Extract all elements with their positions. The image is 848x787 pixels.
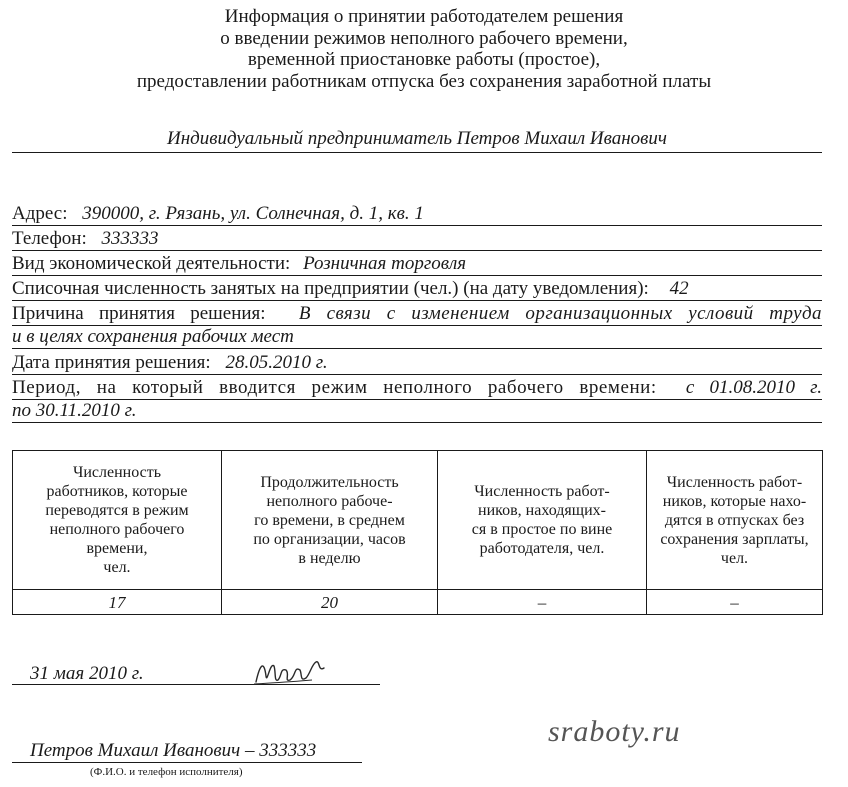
header-text: ников, находящих- bbox=[478, 502, 606, 519]
phone-field bbox=[12, 228, 822, 251]
value-cell-parttime-hours: 20 bbox=[222, 590, 438, 615]
title-line-1: Информация о принятии работодателем решения bbox=[224, 6, 624, 27]
value-cell-parttime-count: 17 bbox=[13, 590, 222, 615]
reason-label: Причина принятия решения: bbox=[12, 303, 266, 324]
decision-date-label: Дата принятия решения: bbox=[12, 352, 211, 373]
header-text: Численность bbox=[72, 464, 162, 481]
header-text: ся в простое по вине bbox=[471, 521, 613, 538]
header-text: го времени, в среднем bbox=[254, 511, 405, 529]
title-line-3: временной приостановке работы (простое), bbox=[247, 49, 601, 70]
header-text: чел. bbox=[720, 549, 749, 567]
header-text: чел. bbox=[103, 559, 131, 576]
title-line-4: предоставлении работникам отпуска без сохранения заработной платы bbox=[136, 70, 712, 92]
signature-date: 31 мая 2010 г. bbox=[30, 663, 144, 684]
period-value-line-1: с 01.08.2010 г. bbox=[685, 377, 822, 398]
header-text: работодателя, чел. bbox=[479, 540, 605, 557]
header-text: по организации, часов bbox=[253, 530, 406, 548]
address-value: 390000, г. Рязань, ул. Солнечная, д. 1, кв. 1 bbox=[82, 203, 424, 224]
executor-name-phone: Петров Михаил Иванович – 333333 bbox=[30, 740, 317, 761]
signature-icon bbox=[250, 652, 330, 692]
header-cell-downtime-count bbox=[438, 451, 647, 590]
watermark-text: sraboty.ru bbox=[548, 715, 681, 748]
header-text: времени, bbox=[86, 540, 148, 557]
header-text: дятся в отпусках без bbox=[664, 511, 805, 529]
header-text: сохранения зарплаты, bbox=[660, 530, 809, 548]
reason-value-line-2: и в целях сохранения рабочих мест bbox=[12, 326, 294, 347]
reason-value-line-1: В связи с изменением организационных условий труда bbox=[298, 303, 822, 324]
decision-date-field bbox=[12, 352, 822, 375]
header-text: неполного рабоче- bbox=[266, 492, 393, 510]
decision-date-value: 28.05.2010 г. bbox=[225, 352, 328, 373]
document-title bbox=[0, 6, 848, 92]
phone-value: 333333 bbox=[101, 228, 159, 249]
header-text: переводятся в режим bbox=[45, 502, 189, 519]
value-cell-downtime-count: – bbox=[438, 590, 647, 615]
employer-name: Индивидуальный предприниматель Петров Михаил Иванович bbox=[12, 128, 822, 153]
phone-label: Телефон: bbox=[12, 228, 87, 249]
activity-label: Вид экономической деятельности: bbox=[12, 253, 291, 274]
period-label: Период, на который вводится режим неполного рабочего времени: bbox=[12, 377, 657, 398]
headcount-value: 42 bbox=[669, 278, 689, 299]
handwritten-signature bbox=[250, 652, 330, 697]
header-cell-parttime-count bbox=[13, 451, 222, 590]
reason-field-cont bbox=[12, 326, 822, 349]
table-header-row bbox=[13, 451, 823, 590]
title-line-2: о введении режимов неполного рабочего времени, bbox=[220, 27, 628, 49]
summary-table bbox=[12, 450, 823, 615]
period-field bbox=[12, 377, 822, 400]
header-text: неполного рабочего bbox=[49, 521, 185, 538]
headcount-label: Списочная численность занятых на предприятии (чел.) (на дату уведомления): bbox=[12, 278, 649, 299]
header-cell-parttime-hours bbox=[222, 451, 438, 590]
header-text: Численность работ- bbox=[666, 473, 803, 491]
reason-field bbox=[12, 303, 822, 326]
header-text: Численность работ- bbox=[474, 483, 610, 500]
header-text: работников, которые bbox=[46, 483, 188, 500]
header-text: Продолжительность bbox=[260, 473, 399, 491]
address-field bbox=[12, 203, 822, 226]
header-cell-unpaid-leave-count bbox=[647, 451, 823, 590]
address-label: Адрес: bbox=[12, 203, 68, 224]
period-field-cont bbox=[12, 400, 822, 423]
activity-field bbox=[12, 253, 822, 276]
executor-caption: (Ф.И.О. и телефон исполнителя) bbox=[90, 766, 243, 778]
activity-value: Розничная торговля bbox=[303, 253, 467, 274]
headcount-field bbox=[12, 278, 822, 301]
executor-line bbox=[12, 740, 362, 763]
period-value-line-2: по 30.11.2010 г. bbox=[12, 400, 137, 421]
table-row bbox=[13, 590, 823, 615]
value-cell-unpaid-leave-count: – bbox=[647, 590, 823, 615]
header-text: ников, которые нахо- bbox=[662, 492, 807, 510]
header-text: в неделю bbox=[298, 549, 361, 567]
